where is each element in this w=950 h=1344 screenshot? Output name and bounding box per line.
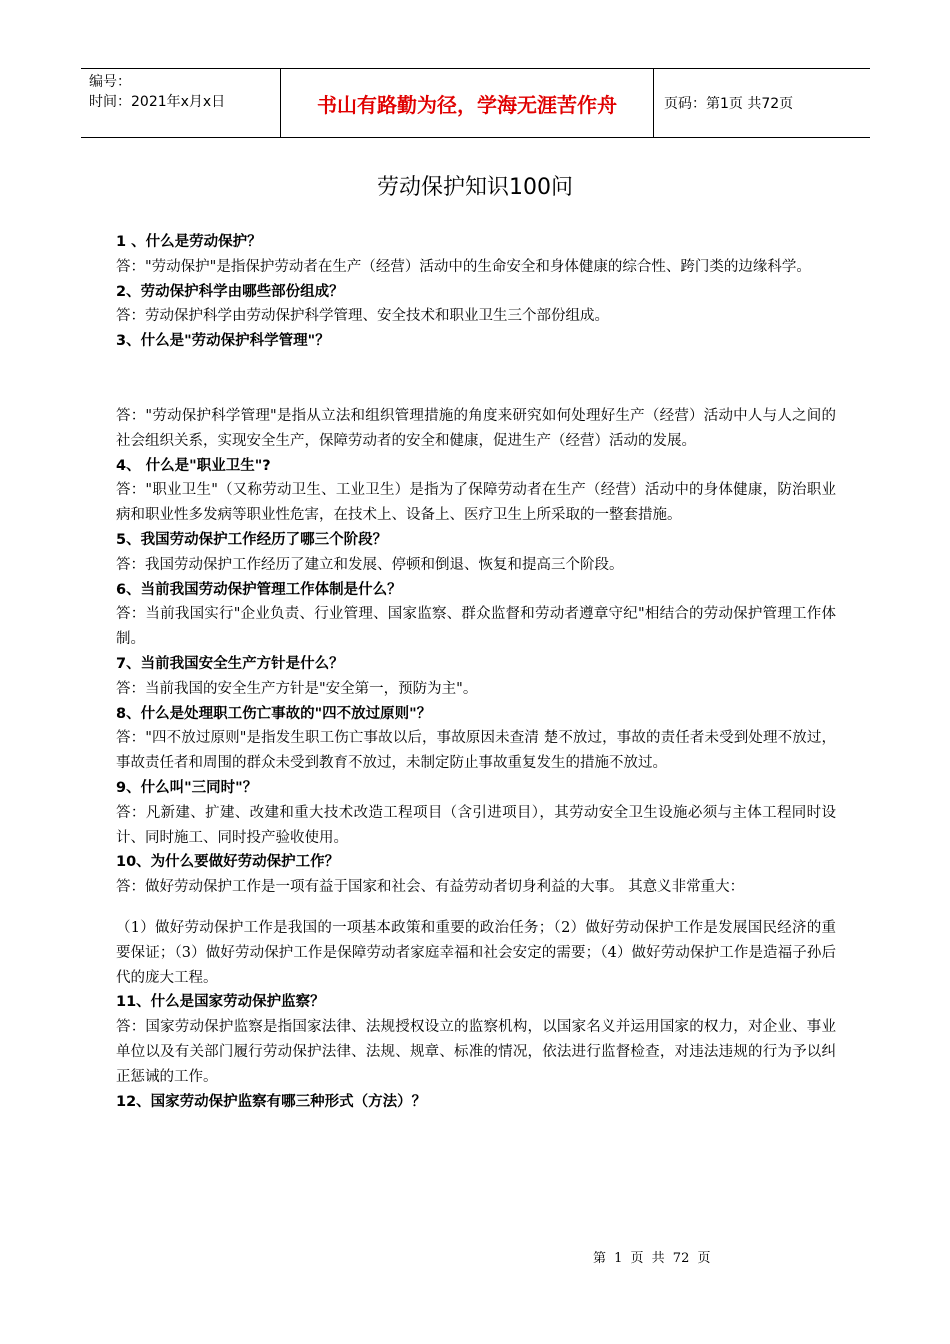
question-12: 12、国家劳动保护监察有哪三种形式（方法）？: [116, 1093, 427, 1110]
number-label: 编号：: [89, 74, 131, 90]
answer-5: 答：我国劳动保护工作经历了建立和发展、停顿和倒退、恢复和提高三个阶段。: [116, 556, 624, 573]
question-5: 5、我国劳动保护工作经历了哪三个阶段？: [116, 531, 388, 548]
question-7: 7、当前我国安全生产方针是什么？: [116, 655, 344, 672]
qa-content: [116, 230, 836, 1114]
question-9: 9、什么叫"三同时"？: [116, 779, 258, 796]
question-10: 10、为什么要做好劳动保护工作？: [116, 854, 340, 871]
page-info: 页码：第1页 共72页: [664, 96, 794, 112]
answer-9: 答：凡新建、扩建、改建和重大技术改造工程项目（含引进项目），其劳动安全卫生设施必须与主体工程同时设计、同时施工、同时投产验收使用。: [116, 804, 836, 846]
question-3: 3、什么是"劳动保护科学管理"？: [116, 333, 330, 350]
answer-7: 答：当前我国的安全生产方针是"安全第一，预防为主"。: [116, 680, 478, 697]
document-title: 劳动保护知识100问: [377, 175, 573, 200]
answer-3: 答："劳动保护科学管理"是指从立法和组织管理措施的角度来研究如何处理好生产（经营）活动中人与人之间的社会组织关系，实现安全生产，保障劳动者的安全和健康，促进生产（经营）活动的发展。: [116, 407, 836, 449]
page-footer: 第 1 页 共 72 页: [593, 1251, 711, 1266]
answer-10: 答：做好劳动保护工作是一项有益于国家和社会、有益劳动者切身利益的大事。 其意义非常重大：: [116, 879, 745, 896]
question-6: 6、当前我国劳动保护管理工作体制是什么？: [116, 581, 402, 598]
header-left-cell: [81, 69, 281, 137]
question-11: 11、什么是国家劳动保护监察？: [116, 994, 325, 1011]
time-label: 时间：2021年x月x日: [89, 94, 226, 110]
answer-10-detail: （1）做好劳动保护工作是我国的一项基本政策和重要的政治任务；（2）做好劳动保护工作是发展国民经济的重要保证；（3）做好劳动保护工作是保障劳动者家庭幸福和社会安定的需要；（4）做好劳动保护工作是造福子孙后代的庞大工程。: [116, 919, 836, 986]
answer-4: 答："职业卫生"（又称劳动卫生、工业卫生）是指为了保障劳动者在生产（经营）活动中的身体健康，防治职业病和职业性多发病等职业性危害，在技术上、设备上、医疗卫生上所采取的一整套措施。: [116, 482, 836, 524]
question-2: 2、劳动保护科学由哪些部份组成？: [116, 283, 344, 300]
answer-8: 答："四不放过原则"是指发生职工伤亡事故以后，事故原因未查清 楚不放过，事故的责任者未受到处理不放过，事故责任者和周围的群众未受到教育不放过，未制定防止事故重复发生的措施不放过。: [116, 730, 836, 772]
answer-1: 答："劳动保护"是指保护劳动者在生产（经营）活动中的生命安全和身体健康的综合性、跨门类的边缘科学。: [116, 258, 811, 275]
question-4: 4、 什么是"职业卫生"?: [116, 457, 271, 474]
question-1: 1 、什么是劳动保护？: [116, 234, 262, 250]
header-table: [81, 68, 870, 138]
question-8: 8、什么是处理职工伤亡事故的"四不放过原则"？: [116, 705, 432, 722]
answer-11: 答：国家劳动保护监察是指国家法律、法规授权设立的监察机构，以国家名义并运用国家的权力，对企业、事业单位以及有关部门履行劳动保护法律、法规、规章、标准的情况，依法进行监督检查，对违法违规的行为予以纠正惩诫的工作。: [116, 1019, 836, 1085]
motto: 书山有路勤为径，学海无涯苦作舟: [281, 69, 654, 137]
answer-2: 答：劳动保护科学由劳动保护科学管理、安全技术和职业卫生三个部份组成。: [116, 308, 609, 325]
answer-6: 答：当前我国实行"企业负责、行业管理、国家监察、群众监督和劳动者遵章守纪"相结合的劳动保护管理工作体制。: [116, 606, 836, 648]
